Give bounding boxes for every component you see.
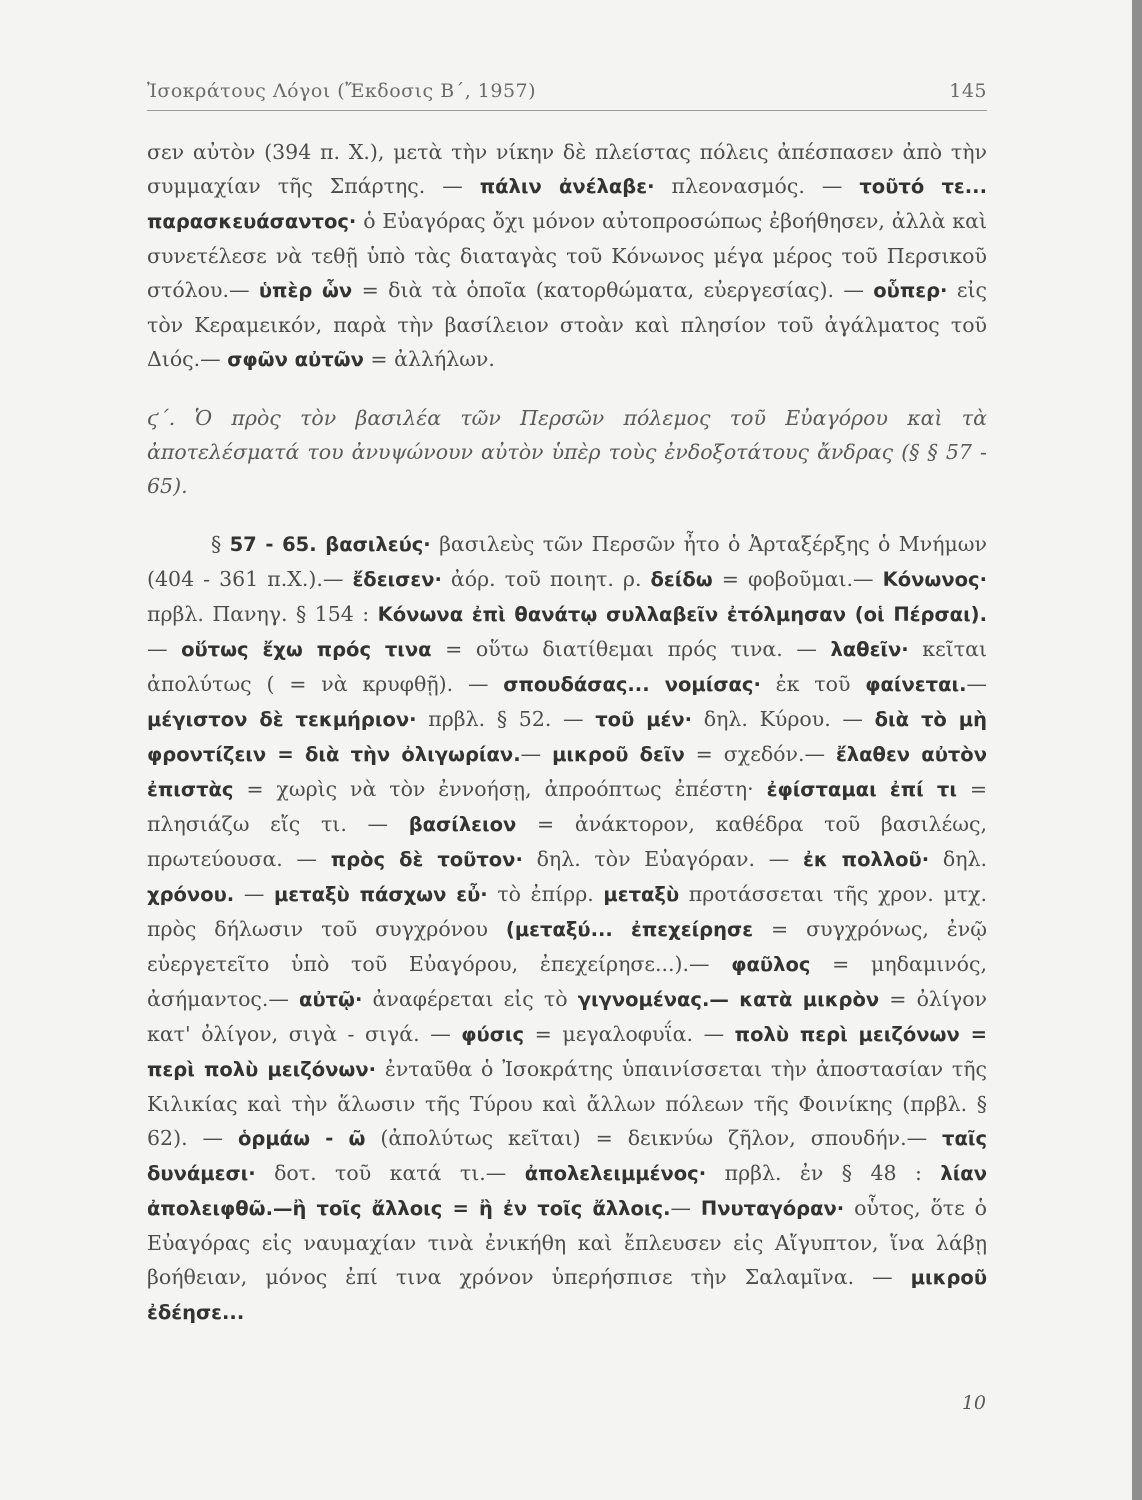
- commentary-text: = χωρὶς νὰ τὸν ἐννοήσῃ, ἀπροόπτως ἐπέστη·: [233, 777, 767, 801]
- lemma-term: διὰ τὸ μὴ φροντίζειν = διὰ τὴν ὀλιγωρίαν.: [147, 708, 987, 766]
- lemma-term: ὑπὲρ ὧν: [258, 279, 353, 302]
- commentary-text: εἰς τὸν Κεραμεικόν, παρὰ τὴν βασίλειον στοὰν καὶ πλησίον τοῦ ἀγάλματος τοῦ Διός.—: [147, 278, 987, 371]
- lemma-term: ἔδεισεν·: [352, 568, 442, 591]
- lemma-term: χρόνου.: [147, 883, 235, 906]
- commentary-text: = ἀνάκτορον, καθέδρα τοῦ βασιλέως, πρωτεύουσα. —: [147, 812, 987, 871]
- lemma-term: Κόνωνος·: [882, 568, 987, 591]
- commentary-text: πρβλ. § 52. —: [416, 707, 596, 731]
- commentary-text: ἀόρ. τοῦ ποιητ. ρ.: [441, 567, 651, 591]
- lemma-term: πολὺ περὶ μειζόνων = περὶ πολὺ μειζόνων·: [147, 1023, 987, 1081]
- commentary-text: —: [966, 672, 987, 696]
- paragraph-commentary-1: [147, 135, 987, 377]
- commentary-text: ἐκ τοῦ: [760, 672, 866, 696]
- page-number: 145: [949, 80, 987, 102]
- lemma-term: ἐκ πολλοῦ·: [802, 848, 930, 871]
- commentary-text: = ὀλίγον κατ' ὀλίγον, σιγὰ - σιγά. —: [147, 987, 988, 1046]
- lemma-term: πρὸς δὲ τοῦτον·: [330, 848, 523, 871]
- lemma-term: φαίνεται.: [865, 673, 967, 696]
- lemma-term: (μεταξύ... ἐπεχείρησε: [505, 918, 754, 941]
- lemma-term: μεταξὺ: [603, 883, 680, 906]
- commentary-text: = ἀλλήλων.: [363, 347, 495, 371]
- lemma-term: ἐφίσταμαι ἐπί τι: [766, 778, 957, 801]
- lemma-term: Κόνωνα ἐπὶ θανάτῳ συλλαβεῖν ἐτόλμησαν (οἱ Πέρσαι).: [377, 603, 987, 626]
- lemma-term: πάλιν ἀνέλαβε·: [479, 175, 655, 198]
- commentary-text: = μεγαλοφυΐα. —: [524, 1022, 735, 1046]
- lemma-term: 57 - 65. βασιλεύς·: [229, 533, 431, 556]
- document-page: [147, 80, 987, 1330]
- commentary-text: δηλ. τὸν Εὐαγόραν. —: [522, 847, 803, 871]
- commentary-text: §: [211, 532, 230, 556]
- lemma-term: σπουδάσας... νομίσας·: [503, 673, 761, 696]
- lemma-term: βασίλειον: [408, 813, 517, 836]
- lemma-term: ταῖς δυνάμεσι·: [147, 1127, 988, 1185]
- section-heading: ϛ΄. Ὁ πρὸς τὸν βασιλέα τῶν Περσῶν πόλεμος τοῦ Εὐαγόρου καὶ τὰ ἀποτελέσματά του ἀνυψώνουν αὐτὸν ὑπὲρ τοὺς ἐνδοξοτάτους ἄνδρας (§ § 57 - 65).: [147, 406, 987, 498]
- lemma-term: μέγιστον δὲ τεκμήριον·: [147, 708, 417, 731]
- commentary-text: = διὰ τὰ ὁποῖα (κατορθώματα, εὐεργεσίας). —: [352, 278, 874, 302]
- lemma-term: μεταξὺ πάσχων εὖ·: [273, 883, 488, 906]
- lemma-term: ὁρμάω - ῶ: [237, 1127, 366, 1150]
- commentary-text: σεν αὐτὸν (394 π. Χ.), μετὰ τὴν νίκην δὲ πλείστας πόλεις ἀπέσπασεν ἀπὸ τὴν συμμαχίαν τῆς Σπάρτης. —: [147, 140, 987, 198]
- lemma-term: φαῦλος: [731, 953, 811, 976]
- lemma-term: τοῦ μέν·: [595, 708, 693, 731]
- commentary-text: = οὕτω διατίθεμαι πρός τινα. —: [431, 637, 831, 661]
- commentary-text: = φοβοῦμαι.—: [712, 567, 883, 591]
- scan-edge: [1132, 0, 1142, 1500]
- commentary-text: πλεονασμός. —: [654, 174, 860, 198]
- commentary-text: —: [520, 742, 553, 766]
- lemma-term: μικροῦ ἐδέησε...: [147, 1266, 987, 1324]
- commentary-text: —: [234, 882, 274, 906]
- lemma-term: οὕτως ἔχω πρός τινα: [181, 638, 432, 661]
- commentary-text: δηλ. Κύρου. —: [692, 707, 875, 731]
- lemma-term: γιγνομένας.— κατὰ μικρὸν: [577, 988, 880, 1011]
- commentary-text: δοτ. τοῦ κατά τι.—: [255, 1161, 525, 1185]
- paragraph-commentary-2: [147, 527, 987, 1330]
- commentary-text: κεῖται ἀπολύτως ( = νὰ κρυφθῇ). —: [147, 637, 987, 696]
- header-title: Ἰσοκράτους Λόγοι (Ἔκδοσις Β΄, 1957): [147, 80, 537, 102]
- commentary-text: οὗτος, ὅτε ὁ Εὐαγόρας εἰς ναυμαχίαν τινὰ ἐνικήθη καὶ ἔπλευσεν εἰς Αἴγυπτον, ἵνα λάβῃ βοήθειαν, μόνος ἐπί τινα χρόνον ὑπερήσπισε τὴν Σαλαμῖνα. —: [147, 1196, 987, 1289]
- signature-mark: 10: [961, 1392, 986, 1414]
- commentary-text: —: [670, 1196, 701, 1220]
- lemma-term: φύσις: [461, 1023, 525, 1046]
- commentary-text: δηλ.: [929, 847, 987, 871]
- commentary-text: πρβλ. Πανηγ. § 154 :: [147, 602, 378, 626]
- commentary-text: —: [147, 637, 182, 661]
- lemma-term: σφῶν αὐτῶν: [227, 348, 364, 371]
- running-header: [147, 80, 987, 111]
- lemma-term: λίαν ἀπολειφθῶ.—ἢ τοῖς ἄλλοις = ἢ ἐν τοῖς ἄλλοις.: [147, 1162, 987, 1220]
- lemma-term: τοῦτό τε... παρασκευάσαντος·: [147, 175, 987, 233]
- commentary-text: (ἀπολύτως κεῖται) = δεικνύω ζῆλον, σπουδήν.—: [365, 1126, 943, 1150]
- commentary-text: = μηδαμινός, ἀσήμαντος.—: [147, 952, 987, 1011]
- commentary-text: = σχεδόν.—: [684, 742, 836, 766]
- lemma-term: αὐτῷ·: [299, 988, 363, 1011]
- commentary-text: ἀναφέρεται εἰς τὸ: [362, 987, 578, 1011]
- commentary-text: βασιλεὺς τῶν Περσῶν ἦτο ὁ Ἀρταξέρξης ὁ Μνήμων (404 - 361 π.Χ.).—: [147, 532, 987, 591]
- lemma-term: οὗπερ·: [873, 279, 948, 302]
- commentary-text: πρβλ. ἐν § 48 :: [706, 1161, 941, 1185]
- commentary-text: τὸ ἐπίρρ.: [487, 882, 604, 906]
- commentary-text: προτάσσεται τῆς χρον. μτχ. πρὸς δήλωσιν τοῦ συγχρόνου: [147, 882, 987, 941]
- lemma-term: ἔλαθεν αὐτὸν ἐπιστὰς: [147, 743, 987, 801]
- commentary-text: = συγχρόνως, ἐνῷ εὐεργετεῖτο ὑπὸ τοῦ Εὐαγόρου, ἐπεχείρησε...).—: [147, 917, 987, 976]
- lemma-term: Πνυταγόραν·: [700, 1197, 845, 1220]
- commentary-text: = πλησιάζω εἴς τι. —: [147, 777, 988, 836]
- lemma-term: μικροῦ δεῖν: [552, 743, 685, 766]
- lemma-term: δείδω: [650, 568, 713, 591]
- lemma-term: ἀπολελειμμένος·: [524, 1162, 707, 1185]
- commentary-text: ἐνταῦθα ὁ Ἰσοκράτης ὑπαινίσσεται τὴν ἀποστασίαν τῆς Κιλικίας καὶ τὴν ἅλωσιν τῆς Τύρου καὶ ἄλλων πόλεων τῆς Φοινίκης (πρβλ. § 62). —: [147, 1057, 987, 1150]
- lemma-term: λαθεῖν·: [830, 638, 909, 661]
- commentary-text: ὁ Εὐαγόρας ὄχι μόνον αὐτοπροσώπως ἐβοήθησεν, ἀλλὰ καὶ συνετέλεσε νὰ τεθῇ ὑπὸ τὰς διαταγὰς τοῦ Κόνωνος μέγα μέρος τοῦ Περσικοῦ στόλου.—: [147, 209, 987, 302]
